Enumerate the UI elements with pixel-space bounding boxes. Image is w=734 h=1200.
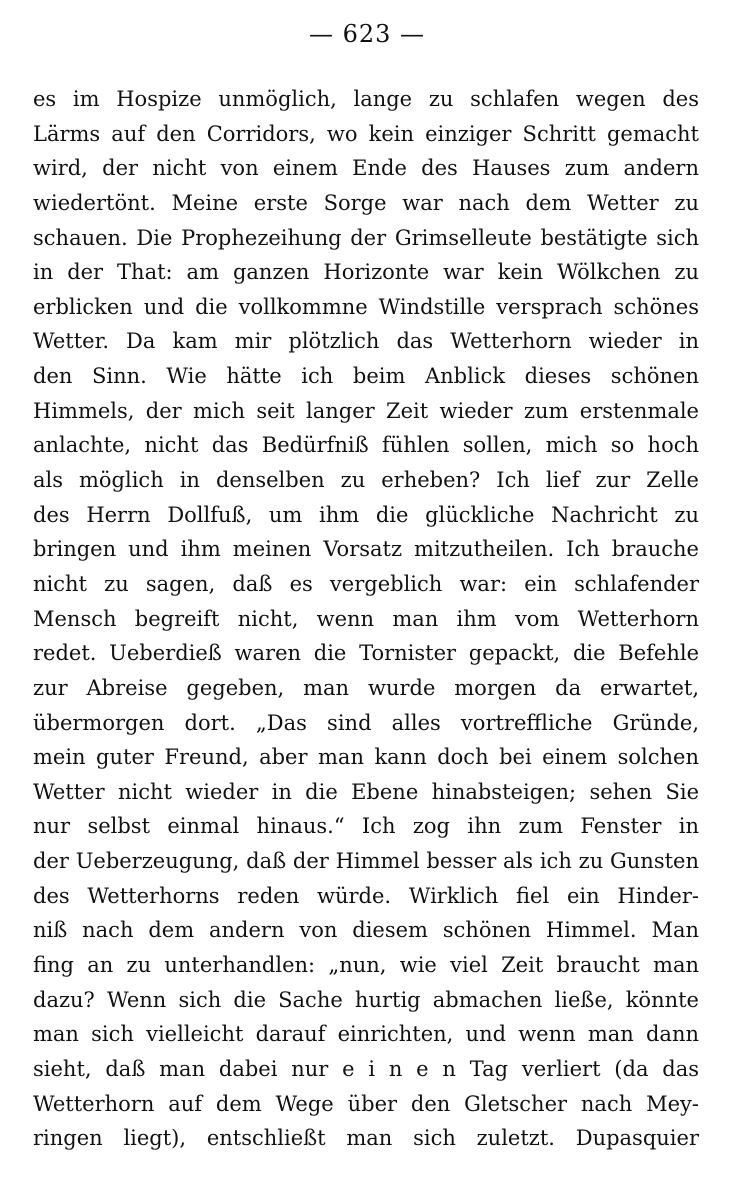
text-line: nur selbst einmal hinaus.“ Ich zog ihn zum Fenster in — [33, 814, 699, 839]
text-line: redet. Ueberdieß waren die Tornister gepackt, die Befehle — [33, 641, 699, 666]
text-line: des Wetterhorns reden würde. Wirklich fiel ein Hinder- — [33, 883, 699, 908]
text-line: mein guter Freund, aber man kann doch bei einem solchen — [33, 745, 699, 770]
page-number: — 623 — — [308, 20, 426, 48]
text-line: Mensch begreift nicht, wenn man ihm vom Wetterhorn — [33, 606, 699, 631]
text-line: Himmels, der mich seit langer Zeit wieder zum erstenmale — [33, 398, 699, 423]
text-line: niß nach dem andern von diesem schönen Himmel. Man — [33, 918, 699, 943]
text-line: als möglich in denselben zu erheben? Ich lief zur Zelle — [33, 468, 699, 493]
text-line: Lärms auf den Corridors, wo kein einziger Schritt gemacht — [33, 121, 699, 146]
text-line: man sich vielleicht darauf einrichten, und wenn man dann — [33, 1022, 699, 1047]
text-line: den Sinn. Wie hätte ich beim Anblick dieses schönen — [33, 364, 699, 389]
text-line: übermorgen dort. „Das sind alles vortreffliche Gründe, — [33, 710, 699, 735]
text-line: wird, der nicht von einem Ende des Hauses zum andern — [33, 156, 699, 181]
text-line: in der That: am ganzen Horizonte war kein Wölkchen zu — [33, 260, 699, 285]
text-line: ringen liegt), entschließt man sich zuletzt. Dupasquier — [33, 1126, 699, 1151]
text-line: wiedertönt. Meine erste Sorge war nach dem Wetter zu — [33, 190, 699, 215]
text-line: dazu? Wenn sich die Sache hurtig abmachen ließe, könnte — [33, 987, 699, 1012]
text-line: Wetter nicht wieder in die Ebene hinabsteigen; sehen Sie — [33, 779, 699, 804]
text-line: es im Hospize unmöglich, lange zu schlafen wegen des — [33, 87, 699, 111]
body-text — [33, 82, 699, 1156]
text-line: bringen und ihm meinen Vorsatz mitzutheilen. Ich brauche — [33, 537, 699, 562]
text-line: Wetter. Da kam mir plötzlich das Wetterhorn wieder in — [33, 329, 699, 354]
text-line: schauen. Die Prophezeihung der Grimselleute bestätigte sich — [33, 225, 699, 250]
text-line: nicht zu sagen, daß es vergeblich war: ein schlafender — [33, 571, 699, 596]
text-line: sieht, daß man dabei nur e i n e n Tag verliert (da das — [33, 1056, 699, 1081]
text-line: des Herrn Dollfuß, um ihm die glückliche Nachricht zu — [33, 502, 699, 527]
text-line: fing an zu unterhandlen: „nun, wie viel Zeit braucht man — [33, 953, 699, 978]
text-line: der Ueberzeugung, daß der Himmel besser als ich zu Gunsten — [33, 849, 699, 874]
text-line: erblicken und die vollkommne Windstille versprach schönes — [33, 294, 699, 319]
text-line: zur Abreise gegeben, man wurde morgen da erwartet, — [33, 675, 699, 700]
text-line: Wetterhorn auf dem Wege über den Gletscher nach Mey- — [33, 1091, 699, 1116]
text-line: anlachte, nicht das Bedürfniß fühlen sollen, mich so hoch — [33, 433, 699, 458]
